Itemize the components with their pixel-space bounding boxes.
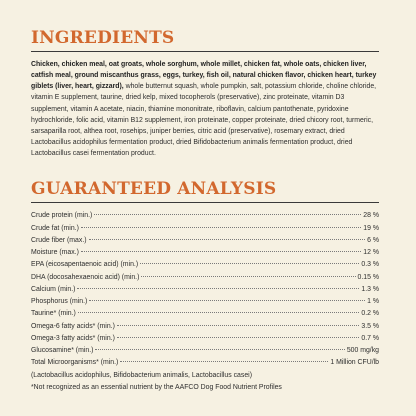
analysis-label: Crude protein (min.) <box>31 212 93 220</box>
analysis-label: Total Microorganisms* (min.) <box>31 359 119 367</box>
analysis-row <box>31 296 379 308</box>
analysis-label: Crude fiber (max.) <box>31 236 87 244</box>
analysis-row <box>31 345 379 357</box>
analysis-row <box>31 247 379 259</box>
analysis-row <box>31 223 379 235</box>
ingredients-primary: Chicken, chicken meal, oat groats, whole sorghum, whole millet, chicken fat, whole oats, chicken liver, catfish meal, ground miscanthus grass, eggs, turkey, fish oil, natural chicken flavor, chicken heart, turkey giblets (liver, heart, gizzard), <box>31 61 377 91</box>
guaranteed-analysis-heading: GUARANTEED ANALYSIS <box>31 179 277 200</box>
analysis-value: 12 % <box>363 249 379 257</box>
analysis-value: 0.2 % <box>361 310 379 318</box>
analysis-row <box>31 308 379 320</box>
dot-leader <box>117 337 360 338</box>
analysis-value: 3.5 % <box>361 322 379 330</box>
analysis-row <box>31 357 379 369</box>
analysis-row <box>31 235 379 247</box>
dot-leader <box>141 276 355 277</box>
dot-leader <box>95 349 344 350</box>
nutrition-panel <box>31 28 379 394</box>
analysis-row <box>31 284 379 296</box>
analysis-value: 1 Million CFU/lb <box>330 359 379 367</box>
analysis-row <box>31 321 379 333</box>
analysis-label: Calcium (min.) <box>31 285 76 293</box>
analysis-row <box>31 333 379 345</box>
dot-leader <box>78 312 360 313</box>
analysis-value: 19 % <box>363 224 379 232</box>
analysis-value: 1 % <box>367 298 379 306</box>
analysis-divider <box>31 202 379 203</box>
ingredients-secondary: whole butternut squash, whole pumpkin, salt, potassium chloride, choline chloride, vitamin E supplement, taurine, dried kelp, mixed tocopherols (preservative), zinc proteinate, vitamin D3 supplement, vitamin A acetate, niacin, thiamine mononitrate, riboflavin, calcium pantothenate, pyridoxine hydrochloride, folic acid, vitamin B12 supplement, iron proteinate, copper proteinate, dried chicory root, turmeric, sarsaparilla root, althea root, rosehips, juniper berries, citric acid (preservative), rosemary extract, dried Lactobacillus acidophilus fermentation product, dried Bifidobacterium animalis fermentation product, dried Lactobacillus casei fermentation product. <box>31 83 377 158</box>
dot-leader <box>81 227 361 228</box>
ingredients-list <box>31 59 379 159</box>
analysis-row <box>31 259 379 271</box>
ingredients-section <box>31 28 379 159</box>
analysis-value: 0.15 % <box>357 273 379 281</box>
analysis-value: 6 % <box>367 236 379 244</box>
analysis-value: 1.3 % <box>361 285 379 293</box>
analysis-label: Phosphorus (min.) <box>31 298 88 306</box>
analysis-value: 0.3 % <box>361 261 379 269</box>
analysis-value: 0.7 % <box>361 334 379 342</box>
analysis-label: Omega-3 fatty acids* (min.) <box>31 334 115 342</box>
analysis-label: Glucosamine* (min.) <box>31 347 94 355</box>
analysis-table <box>31 210 379 394</box>
dot-leader <box>77 288 359 289</box>
microorganism-strains-note: (Lactobacillus acidophilus, Bifidobacterium animalis, Lactobacillus casei) <box>31 371 252 379</box>
ingredients-heading: INGREDIENTS <box>31 28 175 48</box>
guaranteed-analysis-section <box>31 179 379 394</box>
dot-leader <box>89 239 366 240</box>
analysis-value: 500 mg/kg <box>346 347 379 355</box>
analysis-row <box>31 272 379 284</box>
analysis-value: 28 % <box>363 212 379 220</box>
dot-leader <box>140 263 359 264</box>
analysis-label: EPA (eicosapentaenoic acid) (min.) <box>31 261 139 269</box>
ingredients-divider <box>31 51 379 52</box>
dot-leader <box>89 300 365 301</box>
dot-leader <box>81 251 361 252</box>
dot-leader <box>120 361 328 362</box>
analysis-label: DHA (docosahexaenoic acid) (min.) <box>31 273 140 281</box>
analysis-label: Crude fat (min.) <box>31 224 79 232</box>
aafco-footnote: *Not recognized as an essential nutrient by the AAFCO Dog Food Nutrient Profiles <box>31 383 282 391</box>
analysis-row <box>31 210 379 222</box>
analysis-label: Omega-6 fatty acids* (min.) <box>31 322 115 330</box>
analysis-label: Taurine* (min.) <box>31 310 76 318</box>
analysis-label: Moisture (max.) <box>31 249 79 257</box>
dot-leader <box>94 214 361 215</box>
dot-leader <box>117 325 360 326</box>
